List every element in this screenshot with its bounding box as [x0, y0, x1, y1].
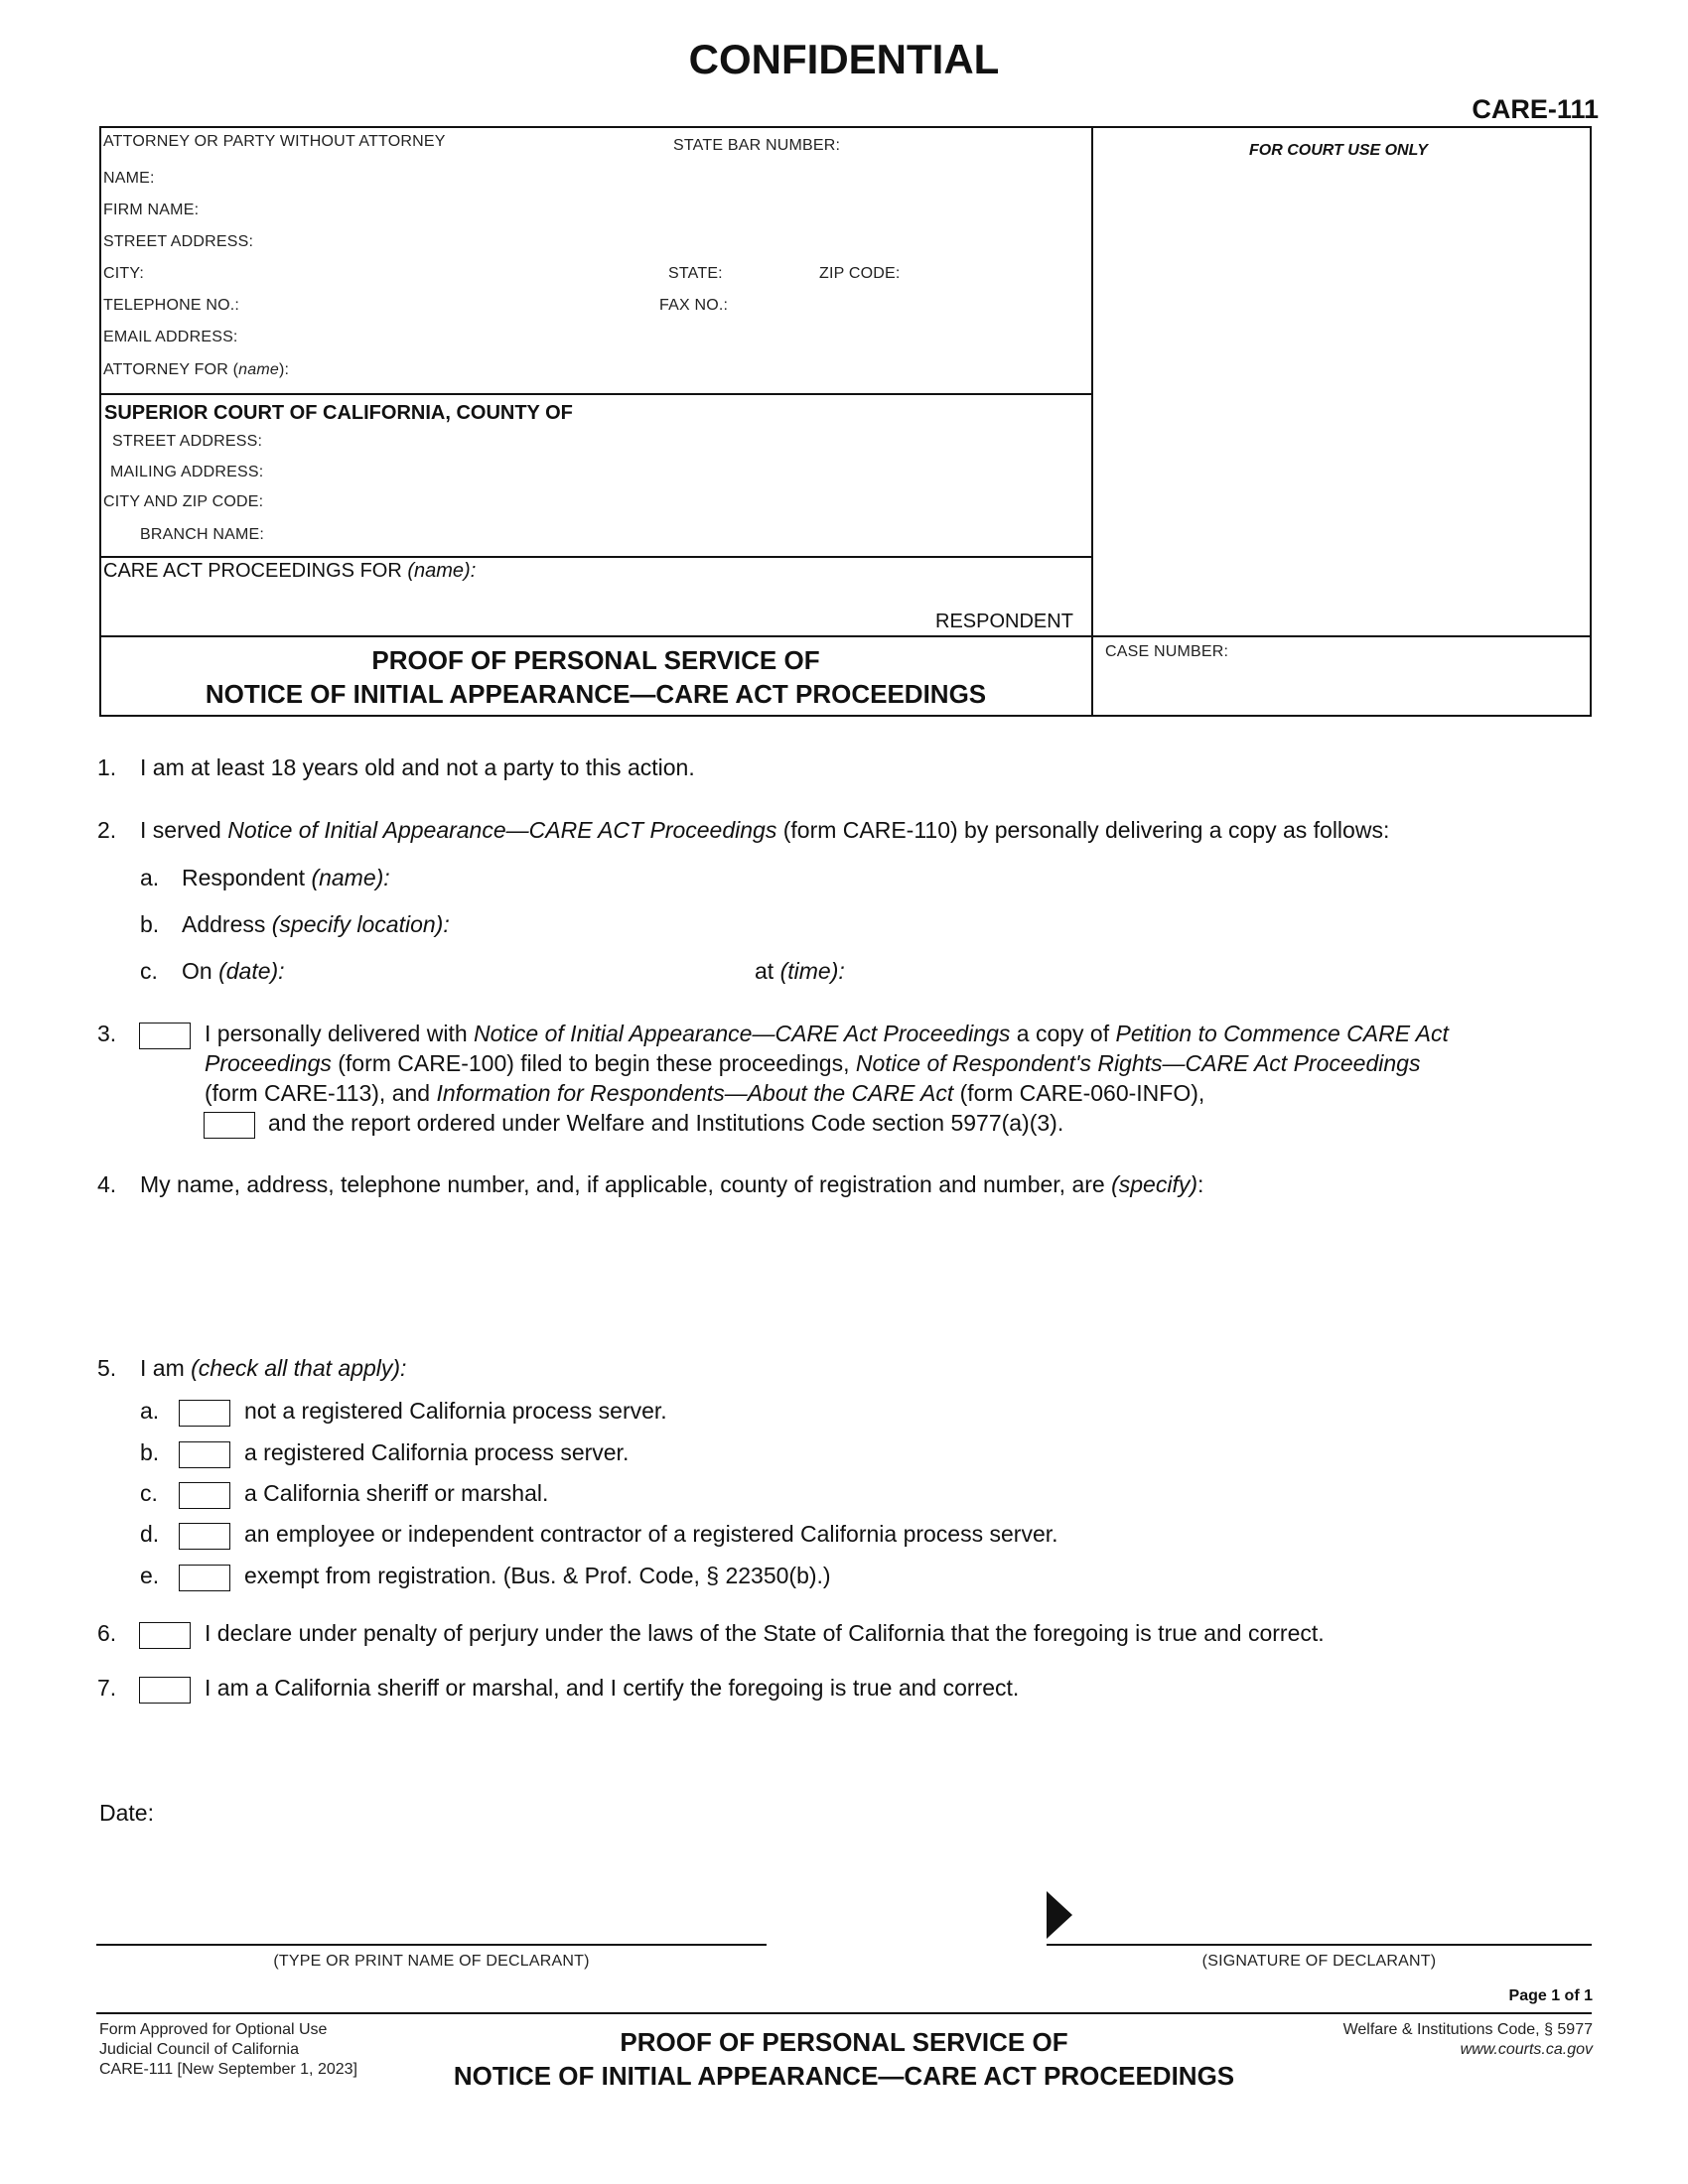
item-3-line1: I personally delivered with Notice of Initial Appearance—CARE Act Proceedings a copy of Petition to Commence CARE Act	[205, 1021, 1449, 1046]
item-2-text: I served Notice of Initial Appearance—CARE ACT Proceedings (form CARE-110) by personally delivering a copy as follows:	[140, 817, 1390, 843]
proceedings-title-divider	[99, 635, 1592, 637]
item-1-number: 1.	[97, 754, 117, 780]
footer-revision: CARE-111 [New September 1, 2023]	[99, 2061, 357, 2078]
item-4-number: 4.	[97, 1171, 117, 1197]
item-5c-letter: c.	[140, 1480, 158, 1506]
item-5b-checkbox[interactable]	[179, 1441, 230, 1468]
item-5b-letter: b.	[140, 1439, 160, 1465]
case-number-label: CASE NUMBER:	[1105, 643, 1229, 660]
proof-title-line2: NOTICE OF INITIAL APPEARANCE—CARE ACT PROCEEDINGS	[205, 679, 987, 709]
email-label: EMAIL ADDRESS:	[103, 329, 238, 345]
item-5e-letter: e.	[140, 1563, 160, 1588]
attorney-court-divider	[99, 393, 1092, 395]
footer-approved: Form Approved for Optional Use	[99, 2021, 328, 2038]
telephone-label: TELEPHONE NO.:	[103, 297, 240, 314]
footer-title	[298, 2025, 1390, 2093]
item-5e-text: exempt from registration. (Bus. & Prof. Code, § 22350(b).)	[244, 1563, 831, 1588]
street-address-label: STREET ADDRESS:	[103, 233, 254, 250]
item-2c-time: at (time):	[755, 958, 845, 984]
signature-arrow-icon	[1047, 1891, 1072, 1939]
item-2-number: 2.	[97, 817, 117, 843]
city-label: CITY:	[103, 265, 145, 282]
item-3-checkbox[interactable]	[139, 1023, 191, 1049]
signature-label: (SIGNATURE OF DECLARANT)	[1201, 1953, 1437, 1970]
item-2c-date: On (date):	[182, 958, 285, 984]
form-id: CARE-111	[1472, 94, 1599, 124]
footer-site-link[interactable]: www.courts.ca.gov	[1460, 2041, 1593, 2058]
zip-code-label: ZIP CODE:	[819, 265, 901, 282]
court-use-label: FOR COURT USE ONLY	[1249, 142, 1428, 159]
item-7-checkbox[interactable]	[139, 1677, 191, 1704]
item-3-number: 3.	[97, 1021, 117, 1046]
item-5a-text: not a registered California process server.	[244, 1398, 667, 1424]
court-proceedings-divider	[99, 556, 1092, 558]
firm-name-label: FIRM NAME:	[103, 202, 200, 218]
item-3-report-checkbox[interactable]	[204, 1112, 255, 1139]
item-2b-letter: b.	[140, 911, 160, 937]
page-number: Page 1 of 1	[1508, 1987, 1593, 2004]
proof-title	[99, 643, 1092, 711]
print-name-line[interactable]	[96, 1944, 767, 1946]
signature-line[interactable]	[1047, 1944, 1592, 1946]
item-1-text: I am at least 18 years old and not a party to this action.	[140, 754, 695, 780]
fax-label: FAX NO.:	[659, 297, 729, 314]
item-5a-letter: a.	[140, 1398, 160, 1424]
footer-title-line2: NOTICE OF INITIAL APPEARANCE—CARE ACT PROCEEDINGS	[453, 2061, 1235, 2091]
item-2a-text: Respondent (name):	[182, 865, 390, 890]
item-5c-checkbox[interactable]	[179, 1482, 230, 1509]
court-branch-label: BRANCH NAME:	[140, 526, 265, 543]
item-6-text: I declare under penalty of perjury under the laws of the State of California that the foregoing is true and correct.	[205, 1620, 1325, 1646]
item-2a-letter: a.	[140, 865, 160, 890]
court-mailing-label: MAILING ADDRESS:	[110, 464, 264, 480]
name-label: NAME:	[103, 170, 155, 187]
item-7-number: 7.	[97, 1675, 117, 1701]
footer-references	[1343, 2020, 1593, 2060]
item-5b-text: a registered California process server.	[244, 1439, 630, 1465]
item-6-checkbox[interactable]	[139, 1622, 191, 1649]
item-2c-letter: c.	[140, 958, 158, 984]
item-6-number: 6.	[97, 1620, 117, 1646]
page-title: CONFIDENTIAL	[688, 36, 1000, 82]
item-5e-checkbox[interactable]	[179, 1565, 230, 1591]
state-label: STATE:	[668, 265, 723, 282]
item-5a-checkbox[interactable]	[179, 1400, 230, 1427]
item-3-line2: Proceedings (form CARE-100) filed to begin these proceedings, Notice of Respondent's Rights—CARE Act Proceedings	[205, 1050, 1421, 1076]
court-street-label: STREET ADDRESS:	[112, 433, 263, 450]
footer-title-line1: PROOF OF PERSONAL SERVICE OF	[620, 2027, 1068, 2057]
item-5-number: 5.	[97, 1355, 117, 1381]
item-4-text: My name, address, telephone number, and, if applicable, county of registration and number, are (specify):	[140, 1171, 1204, 1197]
footer-rule	[96, 2012, 1592, 2014]
date-label: Date:	[99, 1800, 154, 1826]
attorney-section-label: ATTORNEY OR PARTY WITHOUT ATTORNEY	[103, 133, 446, 150]
footer-code: Welfare & Institutions Code, § 5977	[1342, 2021, 1593, 2038]
item-5c-text: a California sheriff or marshal.	[244, 1480, 549, 1506]
caption-divider-vertical	[1091, 126, 1093, 717]
state-bar-label: STATE BAR NUMBER:	[673, 137, 841, 154]
item-5d-text: an employee or independent contractor of a registered California process server.	[244, 1521, 1058, 1547]
footer-council: Judicial Council of California	[99, 2041, 299, 2058]
court-title: SUPERIOR COURT OF CALIFORNIA, COUNTY OF	[104, 402, 573, 424]
item-2b-text: Address (specify location):	[182, 911, 450, 937]
item-5d-letter: d.	[140, 1521, 160, 1547]
item-3-line4: and the report ordered under Welfare and Institutions Code section 5977(a)(3).	[268, 1110, 1064, 1136]
court-city-zip-label: CITY AND ZIP CODE:	[103, 493, 264, 510]
respondent-label: RESPONDENT	[935, 611, 1073, 632]
print-name-label: (TYPE OR PRINT NAME OF DECLARANT)	[273, 1953, 590, 1970]
item-5-text: I am (check all that apply):	[140, 1355, 407, 1381]
attorney-for-label: ATTORNEY FOR (name):	[103, 361, 290, 378]
item-5d-checkbox[interactable]	[179, 1523, 230, 1550]
proceedings-label: CARE ACT PROCEEDINGS FOR (name):	[103, 560, 477, 582]
item-7-text: I am a California sheriff or marshal, and I certify the foregoing is true and correct.	[205, 1675, 1020, 1701]
item-3-line3: (form CARE-113), and Information for Respondents—About the CARE Act (form CARE-060-INFO),	[205, 1080, 1205, 1106]
proof-title-line1: PROOF OF PERSONAL SERVICE OF	[371, 645, 820, 675]
